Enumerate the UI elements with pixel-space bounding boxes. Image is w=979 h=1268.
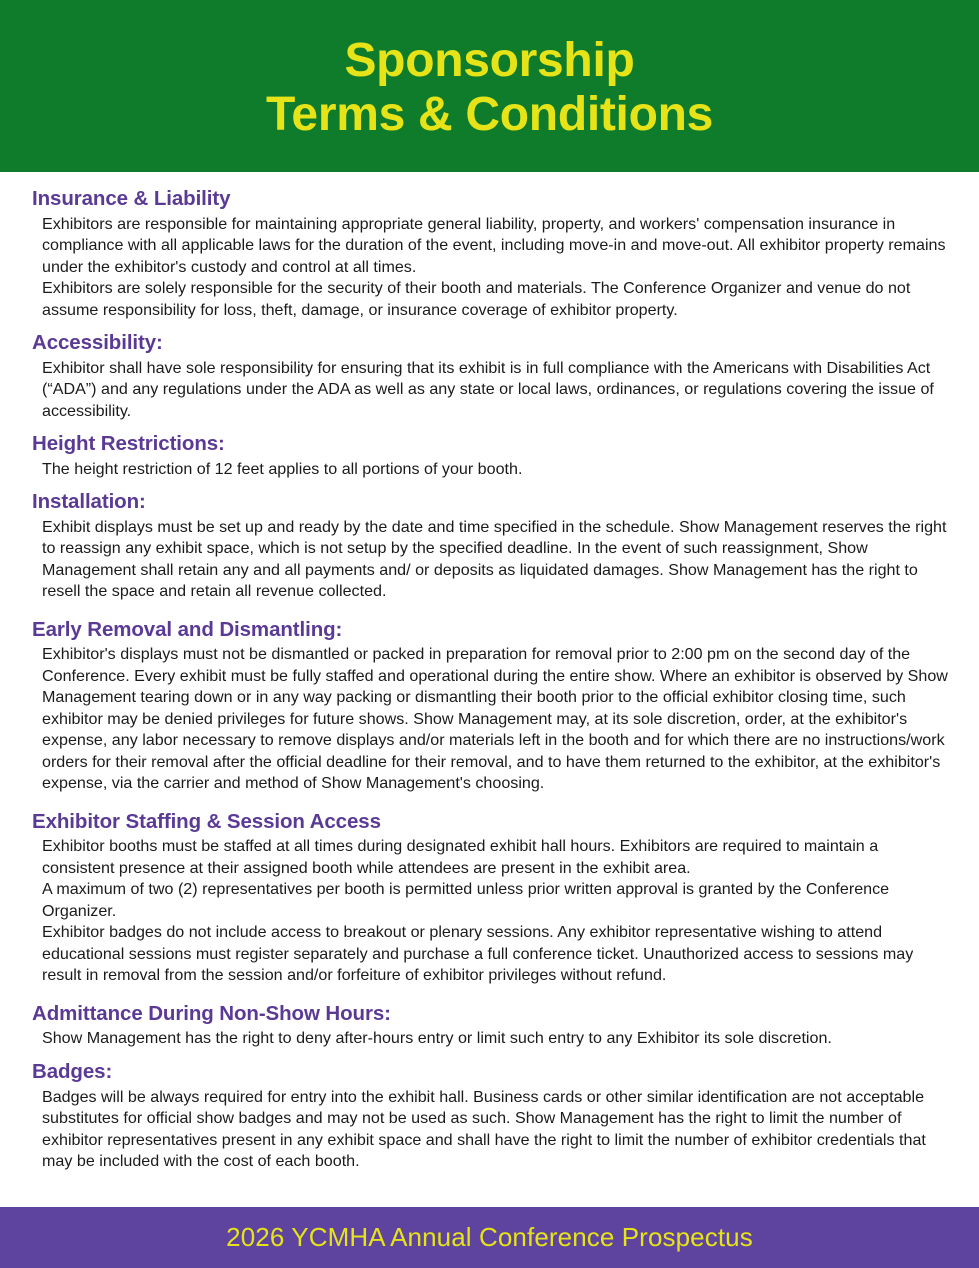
section-heading: Early Removal and Dismantling: bbox=[32, 617, 343, 641]
section-paragraph: Exhibit displays must be set up and ready by the date and time specified in the schedule. Show Management reserves the right to reassign any exhibit space, which is not setup by the specified deadline. In the event of such reassignment, Show Management shall retain any and all payments and/ or deposits as liquidated damages. Show Management has the right to resell the space and retain all revenue collected. bbox=[42, 517, 947, 601]
section-heading: Height Restrictions: bbox=[32, 432, 225, 456]
section-paragraph: Exhibitors are solely responsible for the security of their booth and materials. The Conference Organizer and venue do not assume responsibility for loss, theft, damage, or insurance coverage of exhibitor property. bbox=[42, 279, 911, 319]
section-heading: Accessibility: bbox=[32, 331, 163, 355]
section-paragraph: Exhibitor shall have sole responsibility for ensuring that its exhibit is in full compliance with the Americans with Disabilities Act (“ADA”) and any regulations under the ADA as well as any state or local laws, ordinances, or regulations covering the issue of accessibility. bbox=[42, 358, 934, 420]
page-header-banner bbox=[0, 0, 979, 172]
section-paragraph: Exhibitor badges do not include access to breakout or plenary sessions. Any exhibitor representative wishing to attend educational sessions must register separately and purchase a full conference ticket. Unauthorized access to sessions may result in removal from the session and/or forfeiture of exhibitor privileges without refund. bbox=[42, 923, 914, 985]
section-paragraph: Exhibitor's displays must not be dismantled or packed in preparation for removal prior to 2:00 pm on the second day of the Conference. Every exhibit must be fully staffed and operational during the entire show. Where an exhibitor is observed by Show Management tearing down or in any way packing or dismantling their booth prior to the official exhibitor closing time, such exhibitor may be denied privileges for future shows. Show Management may, at its sole discretion, order, at the exhibitor's expense, any labor necessary to remove displays and/or materials left in the booth and for which there are no instructions/work orders for their removal after the official deadline for their removal, and to have them returned to the exhibitor, at the exhibitor's expense, via the carrier and method of Show Management's choosing. bbox=[42, 645, 948, 793]
section-heading: Installation: bbox=[32, 490, 146, 514]
footer-text: 2026 YCMHA Annual Conference Prospectus bbox=[226, 1222, 753, 1252]
section-insurance-liability bbox=[30, 186, 955, 321]
section-admittance-non-show-hours bbox=[30, 1001, 955, 1050]
section-paragraph: Exhibitors are responsible for maintaining appropriate general liability, property, and workers' compensation insurance in compliance with all applicable laws for the duration of the event, including move-in and move-out. All exhibitor property remains under the exhibitor's custody and control at all times. bbox=[42, 214, 946, 276]
section-heading: Exhibitor Staffing & Session Access bbox=[32, 809, 381, 833]
section-heading: Insurance & Liability bbox=[32, 187, 231, 210]
section-accessibility bbox=[30, 330, 955, 422]
page-title-line-1: Sponsorship bbox=[344, 34, 635, 88]
page-footer-banner bbox=[0, 1207, 979, 1268]
section-paragraph: Show Management has the right to deny after-hours entry or limit such entry to any Exhibitor its sole discretion. bbox=[42, 1029, 832, 1048]
section-heading: Admittance During Non-Show Hours: bbox=[32, 1001, 391, 1025]
terms-content bbox=[0, 172, 979, 1207]
section-badges bbox=[30, 1059, 955, 1173]
section-installation bbox=[30, 489, 955, 603]
section-paragraph: Badges will be always required for entry into the exhibit hall. Business cards or other similar identification are not acceptable substitutes for official show badges and may not be used as such. Show Management has the right to limit the number of exhibitor representatives present in any exhibit space and shall have the right to limit the number of exhibitor credentials that may be included with the cost of each booth. bbox=[42, 1087, 926, 1171]
section-height-restrictions bbox=[30, 431, 955, 480]
page-title-line-2: Terms & Conditions bbox=[265, 88, 714, 141]
section-exhibitor-staffing-session-access bbox=[30, 809, 955, 987]
section-paragraph: A maximum of two (2) representatives per booth is permitted unless prior written approval is granted by the Conference Organizer. bbox=[42, 880, 890, 920]
section-paragraph: The height restriction of 12 feet applies to all portions of your booth. bbox=[42, 459, 523, 478]
section-heading: Badges: bbox=[32, 1059, 113, 1083]
section-paragraph: Exhibitor booths must be staffed at all times during designated exhibit hall hours. Exhibitors are required to maintain a consistent presence at their assigned booth while attendees are present in the exhibit area. bbox=[42, 837, 879, 877]
section-early-removal-dismantling bbox=[30, 617, 955, 795]
